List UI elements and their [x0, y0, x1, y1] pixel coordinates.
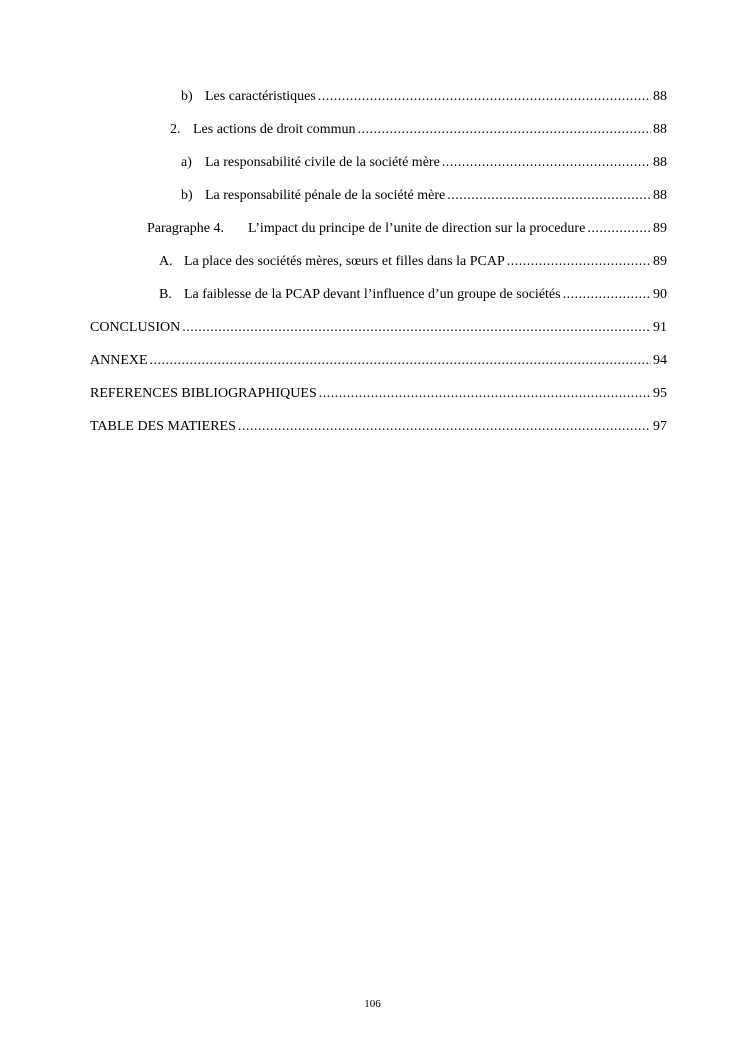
- dot-leader: [238, 416, 651, 438]
- toc-entry-title: ANNEXE: [90, 353, 148, 368]
- toc-entry-number: b): [181, 188, 193, 203]
- toc-entry[interactable]: [0, 86, 667, 119]
- toc-entry-number: B.: [159, 287, 172, 302]
- dot-leader: [150, 350, 651, 372]
- toc-entry-page: 95: [653, 386, 667, 401]
- toc-entry-page: 91: [653, 320, 667, 335]
- toc-entry-title: Les caractéristiques: [205, 89, 316, 104]
- toc-entry[interactable]: [0, 119, 667, 152]
- dot-leader: [447, 185, 651, 207]
- toc-entry-number: Paragraphe 4.: [147, 221, 224, 236]
- toc-entry-title: L’impact du principe de l’unite de direction sur la procedure: [248, 221, 586, 236]
- toc-entry-page: 90: [653, 287, 667, 302]
- toc-entry-title: TABLE DES MATIERES: [90, 419, 236, 434]
- toc-entry[interactable]: [0, 383, 667, 416]
- toc-entry-title: CONCLUSION: [90, 320, 181, 335]
- toc-entry[interactable]: [0, 350, 667, 383]
- toc-entry-page: 88: [653, 122, 667, 137]
- toc-entry[interactable]: [0, 284, 667, 317]
- toc-entry-page: 94: [653, 353, 667, 368]
- toc-entry-number: 2.: [170, 122, 181, 137]
- dot-leader: [563, 284, 651, 306]
- toc-entry-title: La responsabilité pénale de la société mère: [205, 188, 446, 203]
- toc-entry-title: Les actions de droit commun: [193, 122, 356, 137]
- dot-leader: [507, 251, 651, 273]
- page-number: 106: [364, 998, 381, 1010]
- toc-entry-page: 89: [653, 221, 667, 236]
- toc-entry-title: La responsabilité civile de la société mère: [205, 155, 440, 170]
- dot-leader: [442, 152, 651, 174]
- toc-entry-page: 88: [653, 89, 667, 104]
- toc-entry[interactable]: [0, 251, 667, 284]
- toc-entry[interactable]: [0, 185, 667, 218]
- dot-leader: [319, 383, 651, 405]
- toc-entry-page: 89: [653, 254, 667, 269]
- toc-entry-number: a): [181, 155, 192, 170]
- toc-entry[interactable]: [0, 416, 667, 449]
- toc-entry[interactable]: [0, 152, 667, 185]
- dot-leader: [587, 218, 651, 240]
- toc-entry-page: 88: [653, 188, 667, 203]
- table-of-contents: [0, 86, 745, 449]
- toc-entry[interactable]: [0, 317, 667, 350]
- dot-leader: [182, 317, 651, 339]
- toc-entry-title: La faiblesse de la PCAP devant l’influence d’un groupe de sociétés: [184, 287, 561, 302]
- toc-entry[interactable]: [0, 218, 667, 251]
- dot-leader: [318, 86, 651, 108]
- toc-entry-page: 97: [653, 419, 667, 434]
- toc-entry-title: La place des sociétés mères, sœurs et filles dans la PCAP: [184, 254, 505, 269]
- toc-entry-number: A.: [159, 254, 173, 269]
- toc-entry-number: b): [181, 89, 193, 104]
- toc-entry-page: 88: [653, 155, 667, 170]
- toc-entry-title: REFERENCES BIBLIOGRAPHIQUES: [90, 386, 317, 401]
- dot-leader: [358, 119, 651, 141]
